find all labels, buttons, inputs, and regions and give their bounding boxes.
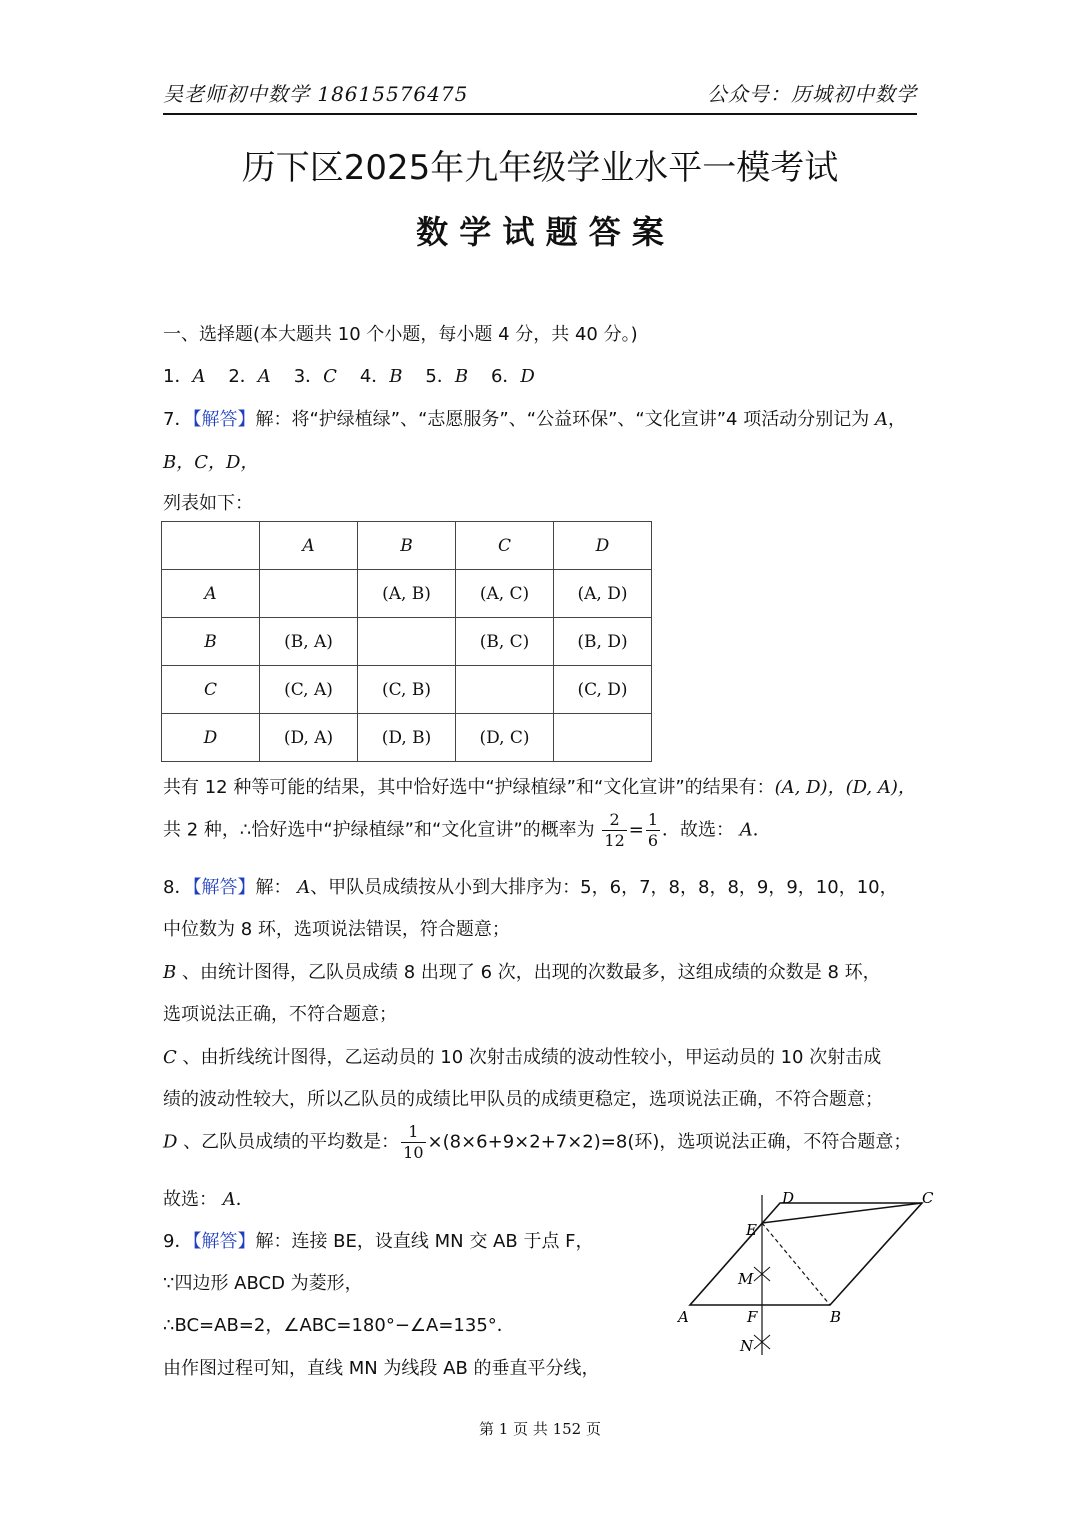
answer-list (163, 362, 535, 388)
section-heading-choice: 一、选择题(本大题共 10 个小题，每小题 4 分，共 40 分。) (163, 324, 638, 345)
table-cell: (B, C) (456, 618, 554, 666)
answer-6: D (520, 366, 535, 387)
q9-line3: ∴BC=AB=2，∠ABC=180°−∠A=135°． (163, 1315, 515, 1336)
q8-tag: 【解答】 (192, 877, 256, 898)
q8-line7 (163, 1122, 911, 1163)
q7-tag: 【解答】 (192, 409, 256, 430)
q9-number: 9． (163, 1231, 193, 1252)
answer-1: A (192, 366, 206, 387)
table-cell: (C, B) (358, 666, 456, 714)
q7-line2: B，C，D， (163, 452, 259, 473)
q8-text1: 、甲队员成绩按从小到大排序为：5，6，7，8，8，8，9，9，10，10， (310, 877, 898, 898)
q8-line2: 中位数为 8 环，选项说法错误，符合题意； (163, 919, 510, 940)
q7-period: ． (752, 819, 771, 841)
answer-3: C (323, 366, 337, 387)
label-f: F (747, 1308, 758, 1326)
table-cell: (B, D) (554, 618, 652, 666)
header-left: 吴老师初中数学 18615576475 (163, 82, 469, 106)
table-cell: (D, B) (358, 714, 456, 762)
q7-choose: ．故选： (662, 819, 735, 841)
q8-line3 (163, 958, 881, 984)
label-a: A (678, 1308, 689, 1326)
table-cell: C (456, 522, 554, 570)
q8-option-b: B (163, 962, 177, 983)
answer-2: A (257, 366, 271, 387)
table-cell: A (260, 522, 358, 570)
table-cell: A (162, 570, 260, 618)
answer-4-num: 4． (359, 366, 390, 387)
q8-number: 8． (163, 877, 193, 898)
fraction-1-over-6 (646, 810, 660, 851)
fraction-denominator: 6 (647, 831, 659, 850)
label-d: D (782, 1189, 795, 1207)
answer-6-num: 6． (490, 366, 521, 387)
table-cell: D (554, 522, 652, 570)
q7-text4: 共有 12 种等可能的结果，其中恰好选中“护绿植绿”和“文化宣讲”的结果有： (163, 777, 775, 798)
table-cell: D (162, 714, 260, 762)
equals-sign: = (628, 819, 644, 841)
fraction-numerator: 1 (647, 810, 659, 829)
table-header-row (162, 522, 652, 570)
table-cell: (D, C) (456, 714, 554, 762)
table-cell: (B, A) (260, 618, 358, 666)
fraction-2-over-12 (602, 810, 626, 851)
table-cell (162, 522, 260, 570)
q7-number: 7． (163, 409, 193, 430)
q8-choose: 故选： (163, 1189, 217, 1210)
answer-5: B (454, 366, 469, 387)
q9-tag: 【解答】 (192, 1231, 256, 1252)
table-cell: (A, D) (554, 570, 652, 618)
q7-comma: ， (887, 409, 906, 430)
table-row (162, 666, 652, 714)
table-cell: B (358, 522, 456, 570)
label-m: M (738, 1270, 754, 1288)
header-right: 公众号：历城初中数学 (707, 82, 917, 106)
rhombus-abcd (690, 1203, 922, 1305)
page-title: 历下区2025年九年级学业水平一模考试 (241, 148, 839, 188)
q7-results: (A, D)，(D, A)， (774, 777, 916, 798)
q8-line6: 绩的波动性较大，所以乙队员的成绩比甲队员的成绩更稳定，选项说法正确，不符合题意； (163, 1089, 883, 1110)
q8-option-d: D (163, 1131, 178, 1153)
q7-line3: 列表如下： (163, 493, 253, 514)
table-cell (554, 714, 652, 762)
q9-text1: 解：连接 BE，设直线 MN 交 AB 于点 F， (255, 1231, 594, 1252)
table-row (162, 618, 652, 666)
table-cell: (C, A) (260, 666, 358, 714)
q7-line1 (163, 405, 906, 431)
q7-text5: 共 2 种，∴恰好选中“护绿植绿”和“文化宣讲”的概率为 (163, 819, 595, 841)
q7-label-a: A (874, 409, 888, 430)
q8-option-c: C (163, 1047, 177, 1068)
outcome-table (161, 521, 652, 762)
answer-5-num: 5． (425, 366, 455, 387)
rhombus-figure (670, 1185, 950, 1360)
table-cell (358, 618, 456, 666)
table-cell: (A, C) (456, 570, 554, 618)
label-e: E (746, 1221, 757, 1239)
table-cell (260, 570, 358, 618)
fraction-1-over-10 (401, 1122, 425, 1163)
fraction-denominator: 12 (604, 831, 625, 850)
label-n: N (740, 1337, 754, 1355)
q7-line4 (163, 773, 916, 799)
table-row (162, 570, 652, 618)
table-cell: C (162, 666, 260, 714)
answer-1-num: 1． (163, 366, 193, 387)
label-b: B (830, 1308, 842, 1326)
fraction-denominator: 10 (403, 1143, 424, 1162)
q8-average-expr: ×(8×6+9×2+7×2)=8(环)，选项说法正确，不符合题意； (427, 1131, 912, 1153)
table-cell: (D, A) (260, 714, 358, 762)
segment-be-dashed (762, 1223, 830, 1305)
q7-text1: 解：将“护绿植绿”、“志愿服务”、“公益环保”、“文化宣讲”4 项活动分别记为 (255, 409, 870, 430)
q8-text3: 、由统计图得，乙队员成绩 8 出现了 6 次，出现的次数最多，这组成绩的众数是 8 环， (181, 962, 881, 983)
answer-4: B (389, 366, 403, 387)
answer-3-num: 3． (293, 366, 324, 387)
header-divider (163, 113, 917, 115)
q8-option-a: A (297, 877, 311, 898)
q8-line5 (163, 1043, 881, 1069)
q8-text7: 、乙队员成绩的平均数是： (183, 1131, 400, 1153)
q8-solve: 解： (255, 877, 292, 898)
q9-line2: ∵四边形 ABCD 为菱形， (163, 1273, 363, 1294)
answer-2-num: 2． (228, 366, 258, 387)
table-cell: (C, D) (554, 666, 652, 714)
fraction-numerator: 2 (602, 810, 626, 831)
table-cell: (A, B) (358, 570, 456, 618)
q8-line4: 选项说法正确，不符合题意； (163, 1004, 397, 1025)
q7-line5 (163, 810, 771, 851)
q7-answer: A (739, 819, 753, 841)
q8-line1 (163, 873, 898, 899)
page-footer: 第 1 页 共 152 页 (478, 1420, 601, 1438)
q9-line4: 由作图过程可知，直线 MN 为线段 AB 的垂直平分线， (163, 1358, 600, 1379)
table-cell (456, 666, 554, 714)
table-cell: B (162, 618, 260, 666)
fraction-numerator: 1 (401, 1122, 425, 1143)
q8-text5: 、由折线统计图得，乙运动员的 10 次射击成绩的波动性较小，甲运动员的 10 次射击成 (182, 1047, 882, 1068)
page-subtitle: 数 学 试 题 答 案 (416, 213, 664, 251)
table-row (162, 714, 652, 762)
q8-line8 (163, 1185, 254, 1211)
q8-answer: A (222, 1189, 236, 1210)
label-c: C (922, 1189, 934, 1207)
q8-period: ． (235, 1189, 254, 1210)
q9-line1 (163, 1227, 594, 1253)
